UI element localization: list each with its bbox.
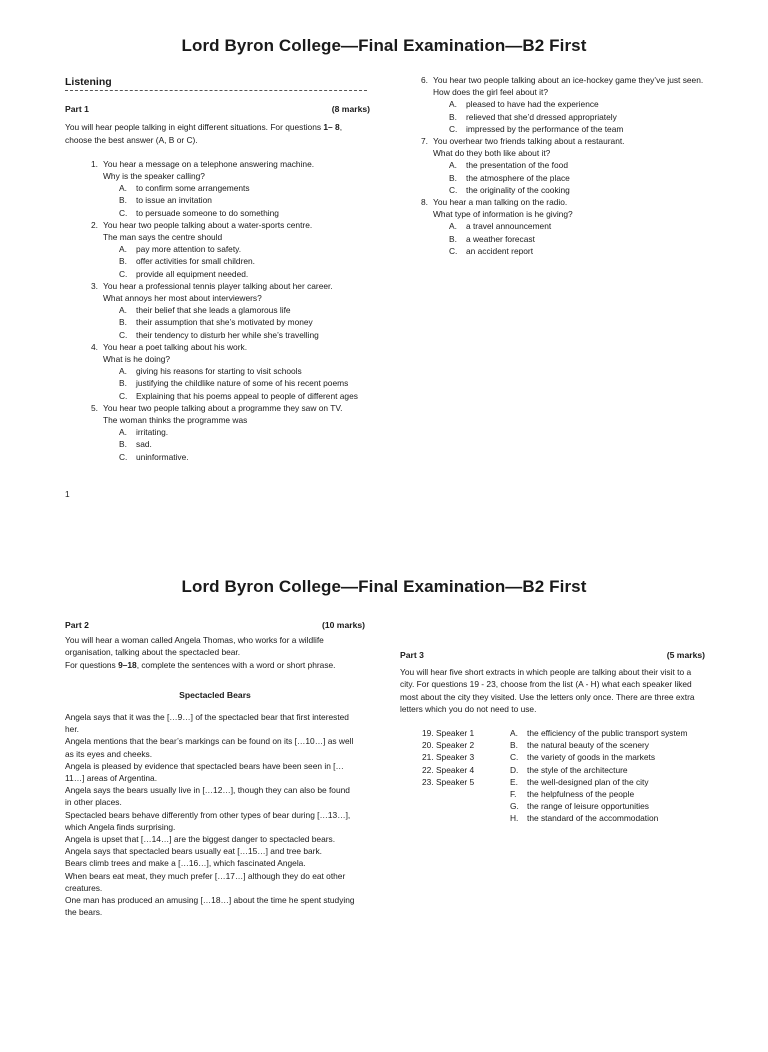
sentence-item: Spectacled bears behave differently from other types of bear during […13…], which Angela finds surprising. [65,809,351,832]
part2-instr-c: , complete the sentences with a word or short phrase. [136,659,336,670]
question-item [65,341,370,402]
answer-option [103,438,370,450]
option-letter: B. [119,195,127,206]
matching-option [510,764,705,776]
option-text: the efficiency of the public transport system [527,728,688,739]
option-text: impressed by the performance of the team [466,123,624,134]
question-text: The man says the centre should [103,232,223,243]
sentence-item: Angela is pleased by evidence that spectacled bears have been seen in […11…] areas of Argentina. [65,760,344,784]
option-letter: C. [119,207,128,218]
option-letter: B. [449,233,457,244]
question-body [433,135,705,196]
question-body [103,219,370,280]
question-text: You overhear two friends talking about a restaurant. [433,136,625,147]
part2-header [65,619,365,631]
part2-marks: (10 marks) [322,620,365,630]
question-body [433,74,705,135]
part2-sentences [65,711,355,918]
question-body [103,341,370,402]
option-text: provide all equipment needed. [136,268,249,279]
exam-page-1 [0,0,768,512]
listening-left-column [65,76,370,463]
question-text: What type of information is he giving? [433,209,573,220]
part2-instr-range: 9–18 [118,659,137,670]
part1-questions-1-5 [65,158,370,463]
answer-option [103,365,370,377]
matching-option [510,727,705,739]
answer-option [433,98,705,110]
option-letter: C. [119,390,128,401]
question-body [103,402,370,463]
option-letter: C. [119,329,128,340]
answer-option [103,255,370,267]
answer-option [433,123,705,135]
question-row [65,341,370,402]
part1-marks: (8 marks) [331,104,370,115]
sentence-item: Angela says that spectacled bears usually eat […15…] and tree bark. [65,846,322,857]
page-title: Lord Byron College—Final Examination—B2 First [181,36,587,55]
option-text: their tendency to disturb her while she’s travelling [136,329,319,340]
answer-option [433,172,705,184]
question-text: You hear two people talking about a programme they saw on TV. [103,402,343,413]
answer-option [433,245,705,257]
question-item [395,196,705,257]
question-item [395,135,705,196]
answer-option [103,182,370,194]
part2-instructions: You will hear a woman called Angela Thomas, who works for a wildlife organisation, talking about the spectacled bear. [65,635,324,658]
option-letter: C. [449,123,458,134]
exam-page-2 [0,540,768,1052]
option-text: their assumption that she’s motivated by money [136,317,313,328]
matching-option [510,788,705,800]
question-number: 3. [91,280,98,291]
option-letter: A. [449,221,457,232]
question-number: 4. [91,341,98,352]
answer-option [103,194,370,206]
option-letter: E. [510,776,518,787]
option-text: uninformative. [136,451,189,462]
answer-option [103,377,370,389]
page-title: Lord Byron College—Final Examination—B2 First [181,577,587,596]
sentence-item: Angela is upset that […14…] are the biggest danger to spectacled bears. [65,834,336,845]
part2-instr-a: For questions [65,659,119,670]
speaker-item: 20. Speaker 2 [422,740,475,751]
option-letter: B. [119,378,127,389]
question-text: You hear two people talking about a water-sports centre. [103,219,313,230]
question-text: How does the girl feel about it? [433,87,548,98]
part1-instr-c: , choose the best answer (A, B or C). [65,122,343,145]
question-body [433,196,705,257]
option-text: justifying the childlike nature of some of his recent poems [136,378,349,389]
question-number: 1. [91,158,98,169]
answer-option [103,268,370,280]
option-text: to persuade someone to do something [136,207,279,218]
question-text: What is he doing? [103,354,171,365]
option-letter: C. [510,752,519,763]
part3-label: Part 3 [400,650,424,660]
option-letter: B. [119,439,127,450]
speaker-item: 23. Speaker 5 [422,776,475,787]
option-text: the originality of the cooking [466,184,570,195]
question-item [65,158,370,219]
part3-option-list [510,727,705,825]
option-letter: A. [119,305,127,316]
option-text: a travel announcement [466,221,552,232]
option-letter: C. [449,245,458,256]
option-text: giving his reasons for starting to visit schools [136,366,302,377]
option-letter: A. [119,244,127,255]
question-text: What annoys her most about interviewers? [103,293,262,304]
option-letter: A. [119,427,127,438]
option-letter: A. [449,160,457,171]
option-letter: A. [510,728,518,739]
part2-heading: Spectacled Bears [179,689,251,700]
option-text: a weather forecast [466,233,535,244]
sentence-item: Angela says that it was the […9…] of the spectacled bear that first interested her. [65,712,349,735]
matching-option [510,776,705,788]
speaker-item: 22. Speaker 4 [422,764,475,775]
matching-option [510,812,705,824]
answer-option [103,451,370,463]
part1-header [65,103,370,115]
option-letter: G. [510,801,519,812]
option-letter: A. [119,366,127,377]
option-text: sad. [136,439,152,450]
answer-option [103,304,370,316]
sentence-item: Bears climb trees and make a […16…], which fascinated Angela. [65,858,306,869]
option-text: an accident report [466,245,534,256]
question-row [65,158,370,219]
part2-label: Part 2 [65,620,89,630]
option-letter: A. [449,99,457,110]
answer-option [103,426,370,438]
question-number: 6. [421,75,428,85]
option-letter: A. [119,183,127,194]
question-text: Why is the speaker calling? [103,171,205,182]
answer-option [433,184,705,196]
option-letter: C. [119,451,128,462]
speaker-item: 21. Speaker 3 [422,752,475,763]
question-text: You hear a message on a telephone answering machine. [103,158,315,169]
part3-instructions: You will hear five short extracts in which people are talking about their visit to a city. For questions 19 - 23, choose from the list (A - H) what each speaker liked most about the city they visited. Use the letters only once. There are three extra letters which you do not need to use. [400,667,695,714]
question-row [395,74,705,135]
speaker-item: 19. Speaker 1 [422,728,475,739]
option-text: offer activities for small children. [136,256,255,267]
section-heading-listening: Listening [65,76,367,91]
part3-header [400,649,705,661]
sentence-item: When bears eat meat, they much prefer […17…] although they do eat other creatures. [65,870,346,893]
option-text: the atmosphere of the place [466,172,570,183]
answer-option [433,159,705,171]
answer-option [433,220,705,232]
question-number: 5. [91,402,98,413]
question-text: The woman thinks the programme was [103,415,248,426]
question-number: 2. [91,219,98,230]
option-letter: D. [510,764,519,775]
part1-instr-range: 1– 8 [323,122,340,133]
part3-speaker-list [400,727,510,825]
part1-label: Part 1 [65,104,89,115]
option-text: relieved that she’d dressed appropriately [466,111,617,122]
question-body [103,158,370,219]
option-text: the standard of the accommodation [527,813,659,824]
option-letter: B. [449,172,457,183]
option-letter: B. [449,111,457,122]
part1-instructions [65,121,370,145]
question-item [395,74,705,135]
option-text: the variety of goods in the markets [527,752,656,763]
option-letter: F. [510,789,517,800]
option-text: the presentation of the food [466,160,568,171]
option-text: the style of the architecture [527,764,628,775]
question-row [65,402,370,463]
matching-option [510,800,705,812]
question-number: 8. [421,197,428,208]
matching-option [510,751,705,763]
page-number: 1 [65,489,70,499]
question-item [65,219,370,280]
part3-marks: (5 marks) [666,650,705,660]
question-row [395,135,705,196]
answer-option [433,111,705,123]
answer-option [103,329,370,341]
option-letter: H. [510,813,519,824]
part2-instructions-2 [65,659,365,671]
sentence-item: One man has produced an amusing […18…] about the time he spent studying the bears. [65,895,355,918]
question-number: 7. [421,136,428,147]
option-text: the helpfulness of the people [527,789,635,800]
matching-option [510,739,705,751]
option-letter: B. [119,256,127,267]
option-text: to issue an invitation [136,195,212,206]
question-row [65,280,370,341]
option-text: to confirm some arrangements [136,183,250,194]
part1-questions-6-8 [395,74,705,257]
question-item [65,402,370,463]
part1-instr-a: You will hear people talking in eight different situations. For questions [65,122,324,133]
question-item [65,280,370,341]
question-text: You hear a man talking on the radio. [433,197,568,208]
question-row [65,219,370,280]
option-text: irritating. [136,427,169,438]
option-text: pay more attention to safety. [136,244,242,255]
answer-option [433,233,705,245]
answer-option [103,243,370,255]
question-text: You hear a poet talking about his work. [103,341,248,352]
part3-column [400,649,705,825]
answer-option [103,207,370,219]
question-text: You hear two people talking about an ice-hockey game they’ve just seen. [433,75,704,85]
option-text: pleased to have had the experience [466,99,599,110]
question-body [103,280,370,341]
option-text: the well-designed plan of the city [527,776,649,787]
option-letter: B. [119,317,127,328]
sentence-item: Angela says the bears usually live in […12…], though they can also be found in other places. [65,785,350,808]
option-text: Explaining that his poems appeal to people of different ages [136,390,358,401]
option-letter: C. [449,184,458,195]
option-letter: C. [119,268,128,279]
sentence-item: Angela mentions that the bear’s markings can be found on its […10…] as well as its eyes and cheeks. [65,736,354,759]
answer-option [103,390,370,402]
listening-right-column [395,74,705,257]
option-text: the range of leisure opportunities [527,801,649,812]
part2-column [65,619,365,918]
question-text: What do they both like about it? [433,148,551,159]
question-row [395,196,705,257]
answer-option [103,316,370,328]
option-text: their belief that she leads a glamorous life [136,305,291,316]
option-letter: B. [510,740,518,751]
option-text: the natural beauty of the scenery [527,740,649,751]
question-text: You hear a professional tennis player talking about her career. [103,280,333,291]
part3-matching [400,727,705,825]
